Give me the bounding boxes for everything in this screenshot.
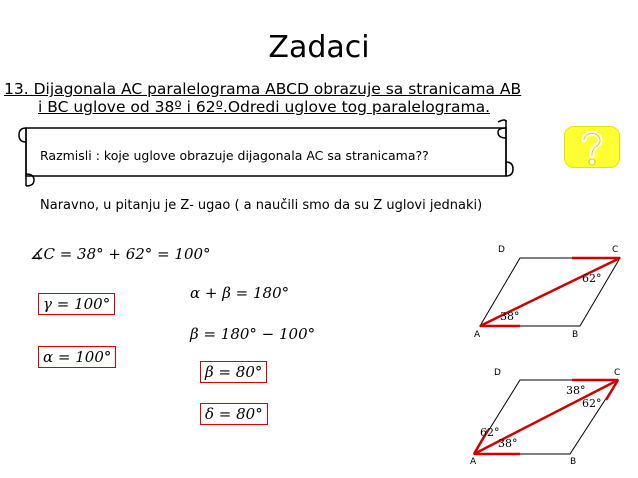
- angle-a-label: 38°: [500, 310, 520, 323]
- result-gamma: γ = 100°: [38, 293, 115, 315]
- angle-c2-label: 62°: [582, 397, 602, 410]
- vertex-c-label: C: [612, 245, 619, 255]
- angle-a1-label: 62°: [480, 426, 500, 439]
- vertex-c-label: C: [614, 368, 621, 378]
- vertex-a-label: A: [470, 457, 477, 467]
- result-beta: β = 80°: [200, 361, 267, 383]
- parallelogram-bottom: [460, 366, 638, 478]
- question-mark-icon: [564, 126, 620, 168]
- vertex-b-label: B: [572, 330, 579, 340]
- vertex-d-label: D: [498, 245, 505, 255]
- result-delta: δ = 80°: [200, 403, 268, 425]
- problem-line-2: i BC uglove od 38º i 62º.Odredi uglove tog paralelograma.: [38, 98, 490, 116]
- parallelogram-top: [460, 236, 638, 346]
- vertex-a-label: A: [474, 330, 481, 340]
- angle-c-label: 62°: [582, 272, 602, 285]
- vertex-b-label: B: [570, 457, 577, 467]
- equation-angle-c: ∡C = 38° + 62° = 100°: [30, 245, 211, 263]
- angle-c1-label: 38°: [566, 384, 586, 397]
- angle-a2-label: 38°: [498, 437, 518, 450]
- problem-line-1: 13. Dijagonala AC paralelograma ABCD obrazuje sa stranicama AB: [4, 80, 522, 98]
- equation-beta: β = 180° − 100°: [190, 325, 316, 343]
- hint-text: Razmisli : koje uglove obrazuje dijagonala AC sa stranicama??: [40, 148, 429, 163]
- equation-sum: α + β = 180°: [190, 284, 290, 302]
- vertex-d-label: D: [494, 368, 501, 378]
- answer-text: Naravno, u pitanju je Z- ugao ( a naučili smo da su Z uglovi jednaki): [40, 198, 483, 213]
- page-title: Zadaci: [268, 30, 370, 65]
- result-alpha: α = 100°: [38, 346, 116, 368]
